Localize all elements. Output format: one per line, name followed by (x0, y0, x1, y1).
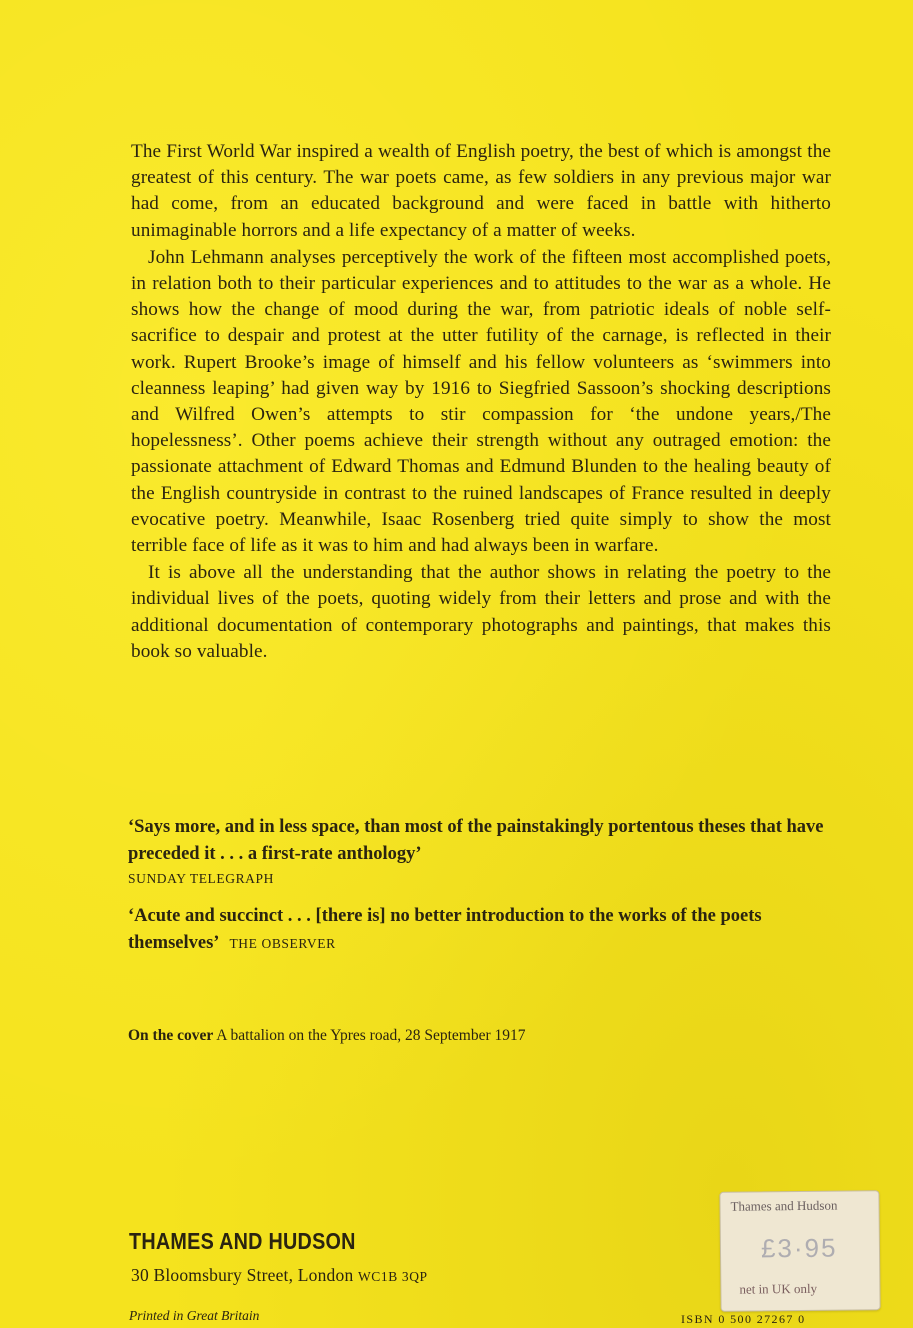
address-main: 30 Bloomsbury Street, London (131, 1265, 358, 1285)
price-sticker (719, 1190, 880, 1312)
sticker-note: net in UK only (739, 1280, 818, 1297)
review-quotes (128, 814, 828, 957)
address-postcode: WC1B 3QP (357, 1269, 428, 1284)
blurb-paragraph-2: John Lehmann analyses perceptively the work of the fifteen most accomplished poets, in relation both to their particular experiences and to attitudes to the war as a whole. He shows how the change of mood during the war, from patriotic ideals of noble self-sacrifice to despair and protest at the utter futility of the carnage, is reflected in their work. Rupert Brooke’s image of himself and his fellow volunteers as ‘swimmers into cleanness leaping’ had given way by 1916 to Siegfried Sassoon’s shocking descriptions and Wilfred Owen’s attempts to stir compassion for ‘the undone years,/The hopelessness’. Other poems achieve their strength without any outraged emotion: the passionate attachment of Edward Thomas and Edmund Blunden to the healing beauty of the English countryside in contrast to the ruined landscapes of France resulted in deeply evocative poetry. Meanwhile, Isaac Rosenberg tried quite simply to show the most terrible face of life as it was to him and had always been in warfare. (131, 246, 831, 557)
quote-source: THE OBSERVER (229, 936, 336, 951)
cover-credit-text: A battalion on the Ypres road, 28 September 1917 (216, 1027, 526, 1044)
review-quote (128, 903, 828, 957)
cover-credit (128, 1027, 526, 1045)
isbn: ISBN 0 500 27267 0 (681, 1312, 806, 1326)
review-quote (128, 814, 828, 890)
publisher-name: THAMES AND HUDSON (129, 1228, 356, 1254)
cover-credit-label: On the cover (128, 1027, 214, 1044)
printed-note: Printed in Great Britain (129, 1308, 260, 1323)
quote-source: SUNDAY TELEGRAPH (128, 871, 274, 886)
publisher-address (131, 1265, 428, 1286)
quote-text: ‘Acute and succinct . . . [there is] no better introduction to the works of the poets themselves’ (128, 906, 762, 953)
blurb-paragraph-3: It is above all the understanding that the author shows in relating the poetry to the individual lives of the poets, quoting widely from their letters and prose and with the additional documentation of contemporary photographs and paintings, that makes this book so valuable. (131, 562, 831, 662)
blurb-paragraph-1: The First World War inspired a wealth of English poetry, the best of which is amongst the greatest of this century. The war poets came, as few soldiers in any previous major war had come, from an educated background and were faced in battle with hitherto unimaginable horrors and a life expectancy of a matter of weeks. (131, 141, 831, 241)
sticker-price: £3·95 (760, 1232, 838, 1264)
quote-text: ‘Says more, and in less space, than most of the painstakingly portentous theses that have preceded it . . . a first-rate anthology’ (128, 817, 824, 864)
blurb (131, 139, 831, 665)
sticker-publisher: Thames and Hudson (730, 1197, 838, 1214)
